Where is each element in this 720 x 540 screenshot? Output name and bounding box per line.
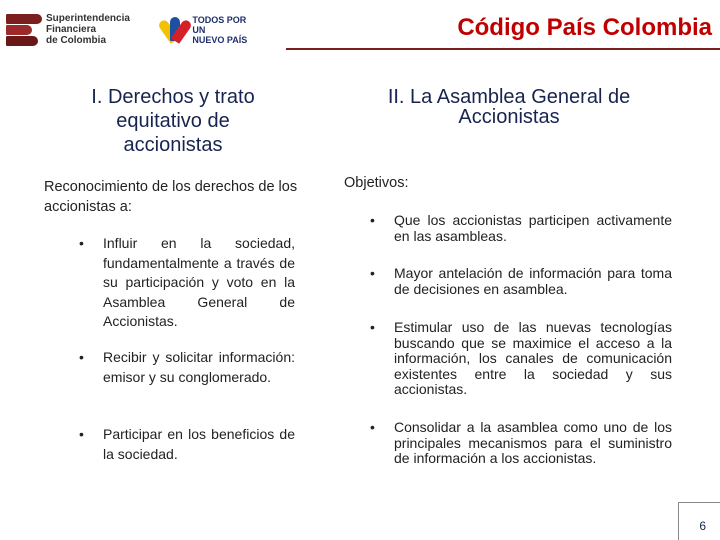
- sfc-logo: [6, 8, 134, 50]
- left-section-intro: Reconocimiento de los derechos de los accionistas a:: [44, 179, 298, 215]
- right-bullet-1: • Que los accionistas participen activamente en las asambleas.: [370, 212, 672, 244]
- right-bullet-3: • Estimular uso de las nuevas tecnologías buscando que se maximice el acceso a la información, los canales de comunicación existentes entre la sociedad y sus accionistas.: [370, 319, 672, 397]
- bullet-icon: •: [370, 419, 375, 435]
- tpun-logo-mark: [160, 13, 188, 47]
- sfc-logo-mark: [6, 12, 42, 46]
- left-section-title: I. Derechos y trato equitativo de accionistas: [91, 86, 255, 156]
- left-bullet-2: • Recibir y solicitar información: emisor y su conglomerado.: [79, 349, 295, 385]
- header-divider: [286, 48, 720, 50]
- todos-por-un-nuevo-pais-logo: [160, 10, 258, 50]
- left-bullet-1: • Influir en la sociedad, fundamentalmente a través de su participación y voto en la Asamblea General de Accionistas.: [79, 235, 295, 329]
- left-bullet-3: • Participar en los beneficios de la sociedad.: [79, 426, 295, 462]
- bullet-icon: •: [370, 212, 375, 228]
- bullet-icon: •: [79, 426, 84, 442]
- bullet-icon: •: [79, 235, 84, 251]
- page-number: 6: [699, 519, 706, 533]
- bullet-icon: •: [370, 265, 375, 281]
- right-section-intro: Objetivos:: [344, 175, 409, 191]
- bullet-icon: •: [370, 319, 375, 335]
- tpun-logo-text: TODOS POR UN NUEVO PAÍS: [192, 15, 248, 45]
- bullet-icon: •: [79, 349, 84, 365]
- page-title: Código País Colombia: [457, 14, 712, 41]
- right-bullet-2: • Mayor antelación de información para toma de decisiones en asamblea.: [370, 265, 672, 297]
- page-number-box: [678, 502, 720, 540]
- right-section-title: II. La Asamblea General de Accionistas: [387, 86, 631, 128]
- sfc-logo-text: Superintendencia Financiera de Colombia: [46, 12, 130, 46]
- right-bullet-4: • Consolidar a la asamblea como uno de los principales mecanismos para el suministro de información a los accionistas.: [370, 419, 672, 466]
